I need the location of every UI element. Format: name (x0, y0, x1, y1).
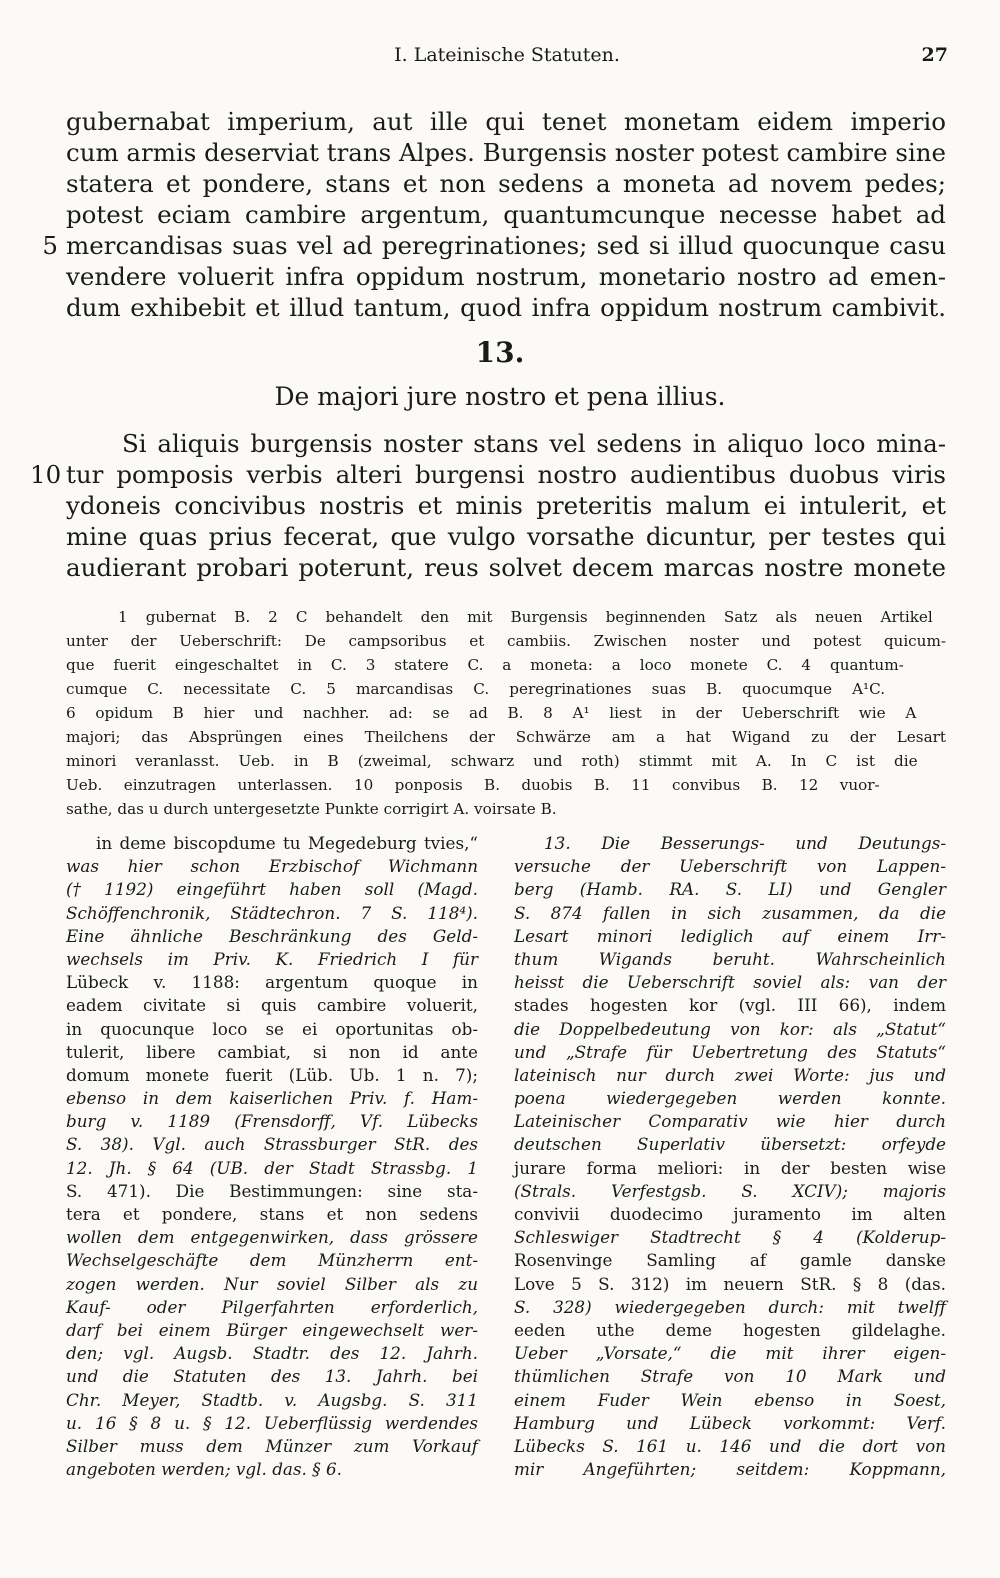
text-line (66, 261, 946, 292)
text-line (66, 725, 946, 749)
line-text: Lübecks S. 161 u. 146 und die dort von (514, 1435, 946, 1456)
line-text: S. 874 fallen in sich zusammen, da die (514, 902, 946, 923)
line-text: Chr. Meyer, Stadtb. v. Augsbg. S. 311 (66, 1389, 478, 1410)
line-text: Eine ähnliche Beschränkung des Geld- (66, 925, 478, 946)
line-text: audierant probari poterunt, reus solvet decem marcas nostre monete (66, 553, 946, 582)
line-text: unter der Ueberschrift: De campsoribus et cambiis. Zwischen noster und potest quicum- (66, 632, 946, 650)
text-line (66, 168, 946, 199)
line-text: mir Angeführten; seitdem: Koppmann, (514, 1459, 946, 1480)
line-text: vendere voluerit infra oppidum nostrum, monetario nostro ad emen- (66, 262, 946, 291)
line-text: heisst die Ueberschrift soviel als: van der (514, 972, 946, 993)
text-line (514, 1435, 946, 1458)
text-line (514, 1226, 946, 1249)
line-text: ebenso in dem kaiserlichen Priv. f. Ham- (66, 1088, 478, 1109)
text-line (66, 971, 478, 994)
text-line (514, 1087, 946, 1110)
text-line (514, 1041, 946, 1064)
line-text: Kauf- oder Pilgerfahrten erforderlich, (66, 1296, 478, 1317)
text-line (66, 605, 946, 629)
line-text: einem Fuder Wein ebenso in Soest, (514, 1389, 946, 1410)
text-line (514, 1018, 946, 1041)
text-line (66, 948, 478, 971)
line-text: und „Strafe für Uebertretung des Statuts“ (514, 1041, 946, 1062)
text-line (66, 1087, 478, 1110)
text-line (66, 552, 946, 583)
line-text: wollen dem entgegenwirken, dass grössere (66, 1227, 478, 1248)
text-line (66, 1435, 478, 1458)
text-line (66, 902, 478, 925)
text-line (66, 1203, 478, 1226)
line-text: Si aliquis burgensis noster stans vel sedens in aliquo loco mina- (122, 429, 946, 458)
line-text: Love 5 S. 312) im neuern StR. § 8 (das. (514, 1273, 946, 1294)
line-text: burg v. 1189 (Frensdorff, Vf. Lübecks (66, 1111, 478, 1132)
text-line (514, 1180, 946, 1203)
text-line (66, 1249, 478, 1272)
commentary-right-column (514, 832, 946, 1481)
text-line (514, 902, 946, 925)
text-line (514, 971, 946, 994)
line-text: (Strals. Verfestgsb. S. XCIV); majoris (514, 1180, 946, 1201)
line-text: deutschen Superlativ übersetzt: orfeyde (514, 1134, 946, 1155)
line-text: Wechselgeschäfte dem Münzherrn ent- (66, 1250, 478, 1271)
page-number: 27 (921, 44, 948, 66)
line-text: angeboten werden; vgl. das. § 6. (66, 1459, 342, 1480)
text-line (514, 878, 946, 901)
line-text: jurare forma meliori: in der besten wise (514, 1157, 946, 1178)
text-line (66, 797, 946, 821)
text-line (66, 749, 946, 773)
text-line (514, 1133, 946, 1156)
line-text: berg (Hamb. RA. S. LI) und Gengler (514, 879, 946, 900)
line-text: poena wiedergegeben werden konnte. (514, 1088, 946, 1109)
text-line (514, 832, 946, 855)
line-text: gubernabat imperium, aut ille qui tenet monetam eidem imperio (66, 107, 946, 136)
section-text-block (30, 428, 946, 583)
line-text: darf bei einem Bürger eingewechselt wer- (66, 1319, 478, 1340)
text-line (30, 459, 946, 490)
text-line (514, 1319, 946, 1342)
text-line (514, 1458, 946, 1481)
line-text: Silber muss dem Münzer zum Vorkauf (66, 1435, 478, 1456)
line-text: Ueber „Vorsate,“ die mit ihrer eigen- (514, 1343, 946, 1364)
line-text: Schleswiger Stadtrecht § 4 (Kolderup- (514, 1227, 946, 1248)
text-line (514, 1365, 946, 1388)
line-text: 6 opidum B hier und nachher. ad: se ad B. 8 A¹ liest in der Ueberschrift wie A (66, 704, 917, 722)
text-line (66, 1133, 478, 1156)
line-text: thum Wigands beruht. Wahrscheinlich (514, 948, 946, 969)
line-text: majori; das Absprüngen eines Theilchens der Schwärze am a hat Wigand zu der Lesart (66, 728, 946, 746)
line-text: mercandisas suas vel ad peregrinationes; sed si illud quocunque casu (66, 231, 946, 260)
line-text: potest eciam cambire argentum, quantumcunque necesse habet ad (66, 200, 946, 229)
line-text: tur pomposis verbis alteri burgensi nostro audientibus duobus viris (66, 460, 946, 489)
line-text: die Doppelbedeutung von kor: als „Statut“ (514, 1018, 946, 1039)
line-text: Schöffenchronik, Städtechron. 7 S. 118⁴). (66, 902, 478, 923)
text-line (514, 1412, 946, 1435)
text-line (66, 521, 946, 552)
text-line (514, 948, 946, 971)
text-line (66, 1041, 478, 1064)
text-line (66, 1157, 478, 1180)
commentary-left-column (66, 832, 478, 1481)
critical-apparatus (66, 605, 946, 821)
line-number: 5 (42, 231, 58, 260)
text-line (66, 1273, 478, 1296)
text-line (514, 1064, 946, 1087)
line-text: S. 38). Vgl. auch Strassburger StR. des (66, 1134, 478, 1155)
line-text: 12. Jh. § 64 (UB. der Stadt Strassbg. 1 (66, 1157, 478, 1178)
line-text: que fuerit eingeschaltet in C. 3 statere C. a moneta: a loco monete C. 4 quantum- (66, 656, 904, 674)
line-text: Lateinischer Comparativ wie hier durch (514, 1111, 946, 1132)
line-text: Rosenvinge Samling af gamle danske (514, 1250, 946, 1271)
text-line (514, 994, 946, 1017)
line-text: zogen werden. Nur soviel Silber als zu (66, 1273, 478, 1294)
section-title: De majori jure nostro et pena illius. (274, 382, 726, 411)
text-line (66, 1365, 478, 1388)
text-line (66, 1389, 478, 1412)
line-text: sathe, das u durch untergesetzte Punkte corrigirt A. voirsate B. (66, 800, 557, 818)
line-text: thümlichen Strafe von 10 Mark und (514, 1366, 946, 1387)
line-text: convivii duodecimo juramento im alten (514, 1204, 946, 1224)
line-text: Lübeck v. 1188: argentum quoque in (66, 972, 478, 993)
line-text: und die Statuten des 13. Jahrh. bei (66, 1366, 478, 1387)
text-line (66, 994, 478, 1017)
line-text: 1 gubernat B. 2 C behandelt den mit Burgensis beginnenden Satz als neuen Artikel (118, 608, 933, 626)
text-line (514, 1389, 946, 1412)
text-line (66, 1296, 478, 1319)
text-line (66, 1458, 478, 1481)
text-line (66, 773, 946, 797)
text-line (514, 1203, 946, 1226)
text-line (66, 1226, 478, 1249)
text-line (66, 292, 946, 323)
text-line (66, 1064, 478, 1087)
text-line (66, 832, 478, 855)
line-text: S. 471). Die Bestimmungen: sine sta- (66, 1180, 478, 1201)
text-line (66, 1180, 478, 1203)
line-text: ydoneis concivibus nostris et minis preteritis malum ei intulerit, et (66, 491, 946, 520)
text-line (66, 199, 946, 230)
text-line (66, 653, 946, 677)
text-line (66, 629, 946, 653)
text-line (66, 701, 946, 725)
text-line (66, 1018, 478, 1041)
line-text: 13. Die Besserungs- und Deutungs- (544, 833, 946, 853)
text-line (66, 855, 478, 878)
text-line (514, 1157, 946, 1180)
line-text: eeden uthe deme hogesten gildelaghe. (514, 1319, 946, 1340)
text-line (66, 137, 946, 168)
text-line (66, 677, 946, 701)
text-line (514, 1273, 946, 1296)
line-text: versuche der Ueberschrift von Lappen- (514, 856, 946, 877)
line-text: in quocunque loco se ei oportunitas ob- (66, 1018, 478, 1039)
line-text: Hamburg und Lübeck vorkommt: Verf. (514, 1412, 946, 1433)
line-text: cum armis deserviat trans Alpes. Burgensis noster potest cambire sine (66, 138, 946, 167)
text-line (514, 1249, 946, 1272)
line-text: domum monete fuerit (Lüb. Ub. 1 n. 7); (66, 1064, 478, 1085)
text-line (66, 1412, 478, 1435)
line-text: eadem civitate si quis cambire voluerit, (66, 995, 478, 1016)
main-text-block (42, 106, 946, 323)
section-number: 13. (475, 336, 525, 369)
line-text: was hier schon Erzbischof Wichmann (66, 856, 478, 877)
line-text: den; vgl. Augsb. Stadtr. des 12. Jahrh. (66, 1343, 478, 1364)
line-text: († 1192) eingeführt haben soll (Magd. (66, 879, 478, 900)
text-line (66, 1110, 478, 1133)
text-line (514, 1342, 946, 1365)
line-text: in deme biscopdume tu Megedeburg tvies,“ (96, 833, 478, 853)
line-text: Lesart minori lediglich auf einem Irr- (514, 925, 946, 946)
line-text: wechsels im Priv. K. Friedrich I für (66, 948, 478, 969)
text-line (66, 925, 478, 948)
line-text: statera et pondere, stans et non sedens a moneta ad novem pedes; (66, 169, 946, 198)
running-title: I. Lateinische Statuten. (394, 44, 620, 66)
text-line (66, 428, 946, 459)
line-text: u. 16 § 8 u. § 12. Ueberflüssig werdendes (66, 1412, 478, 1433)
running-header (66, 44, 948, 74)
text-line (66, 490, 946, 521)
line-text: tera et pondere, stans et non sedens (66, 1204, 478, 1224)
line-text: tulerit, libere cambiat, si non id ante (66, 1041, 478, 1062)
text-line (514, 855, 946, 878)
line-text: dum exhibebit et illud tantum, quod infra oppidum nostrum cambivit. (66, 293, 946, 322)
line-text: Ueb. einzutragen unterlassen. 10 ponposis B. duobis B. 11 convibus B. 12 vuor- (66, 776, 880, 794)
text-line (42, 230, 946, 261)
text-line (66, 1342, 478, 1365)
text-line (66, 1319, 478, 1342)
text-line (514, 925, 946, 948)
text-line (66, 106, 946, 137)
line-text: S. 328) wiedergegeben durch: mit twelff (514, 1296, 946, 1317)
line-text: stades hogesten kor (vgl. III 66), indem (514, 995, 946, 1016)
line-number: 10 (30, 460, 62, 489)
text-line (514, 1110, 946, 1133)
line-text: lateinisch nur durch zwei Worte: jus und (514, 1064, 946, 1085)
line-text: mine quas prius fecerat, que vulgo vorsathe dicuntur, per testes qui (66, 522, 946, 551)
line-text: cumque C. necessitate C. 5 marcandisas C. peregrinationes suas B. quocumque A¹C. (66, 680, 886, 698)
text-line (514, 1296, 946, 1319)
line-text: minori veranlasst. Ueb. in B (zweimal, schwarz und roth) stimmt mit A. In C ist die (66, 752, 918, 770)
text-line (66, 878, 478, 901)
